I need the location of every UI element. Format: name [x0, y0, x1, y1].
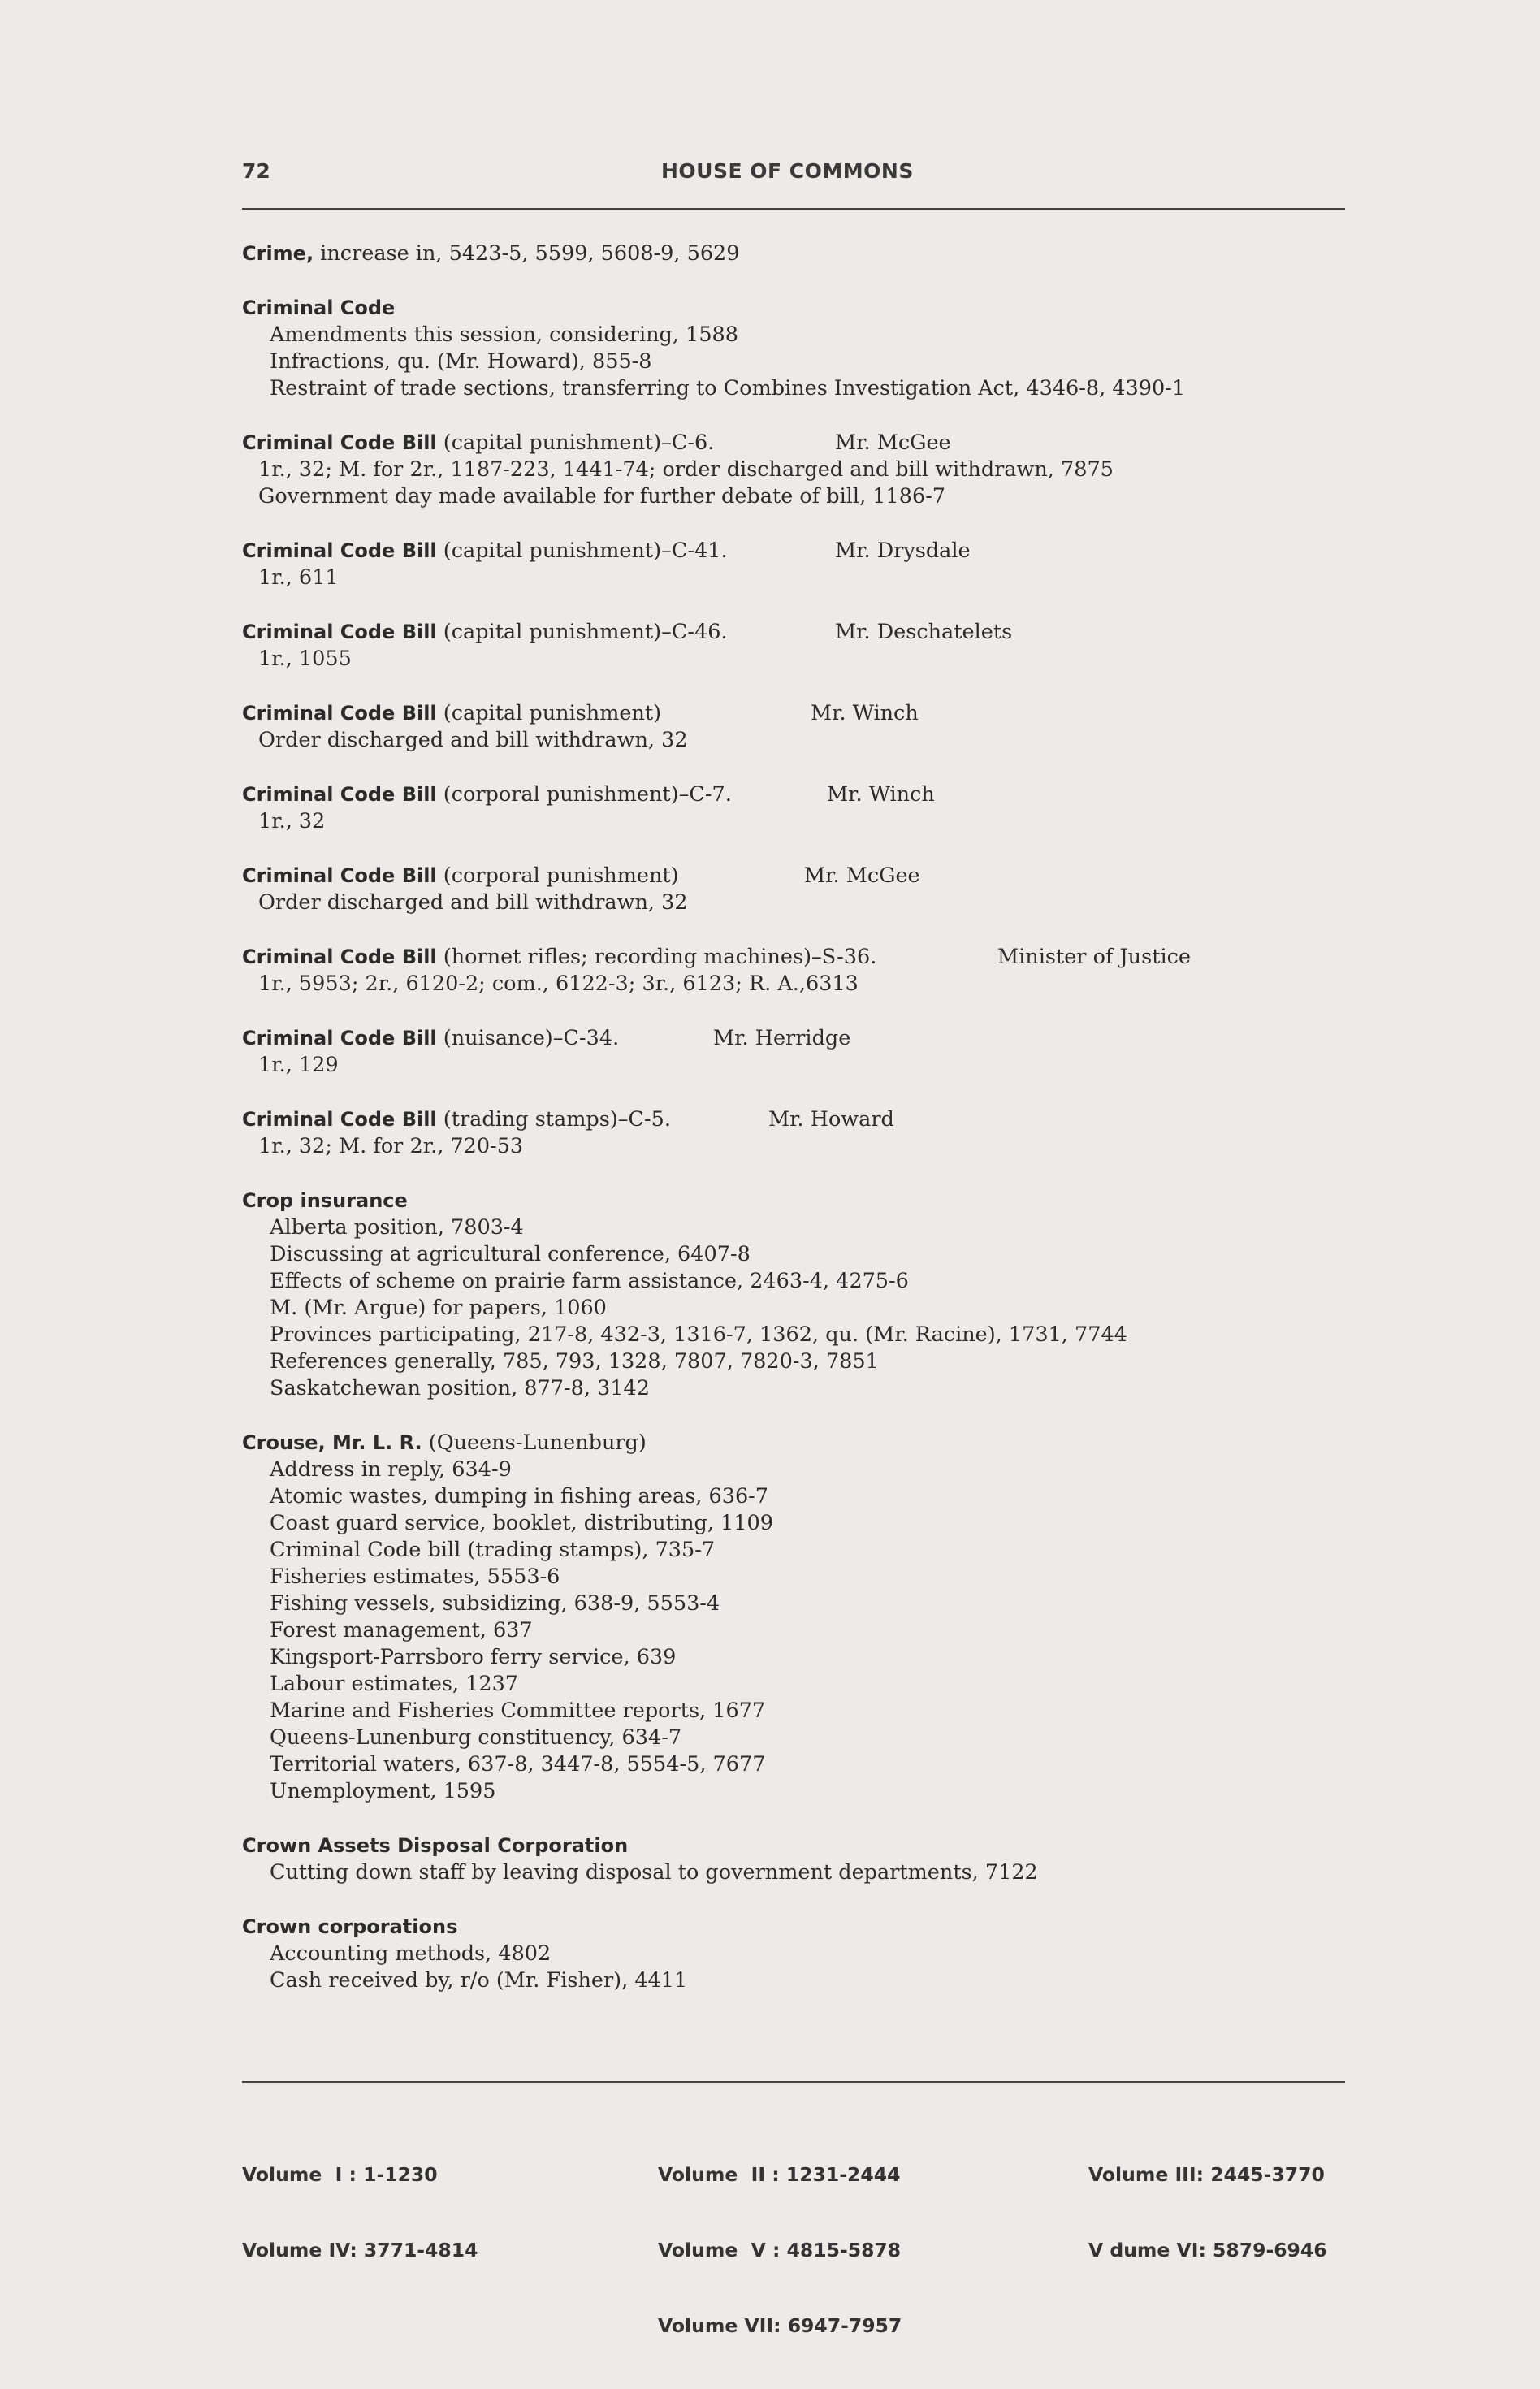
- footer-volume-line: Volume II : 1231-2444: [658, 2163, 901, 2186]
- entry-subentry: Marine and Fisheries Committee reports, 1677: [270, 1699, 766, 1723]
- entry-sponsor: Mr. Winch: [811, 701, 919, 725]
- entry-subentry: Effects of scheme on prairie farm assistance, 2463-4, 4275-6: [270, 1269, 909, 1293]
- entry-heading-line: [242, 1430, 1379, 1456]
- footer-volume-line: V dume VI: 5879-6946: [1088, 2239, 1327, 2261]
- entry-heading-detail: (nuisance)–C-34.: [436, 1026, 620, 1050]
- entry-heading: Criminal Code Bill: [242, 1108, 437, 1131]
- entry-heading: Crop insurance: [242, 1189, 408, 1212]
- entry-heading-line: [242, 1025, 1379, 1052]
- entry-sponsor: Mr. Howard: [768, 1107, 894, 1132]
- index-entry: [242, 1430, 1379, 1805]
- entry-heading-line: [242, 1833, 1379, 1859]
- entry-subentry: 1r., 32; M. for 2r., 720-53: [258, 1134, 524, 1158]
- entry-subentry: References generally, 785, 793, 1328, 7807, 7820-3, 7851: [270, 1349, 879, 1374]
- entry-heading: Criminal Code Bill: [242, 1027, 437, 1050]
- entry-heading: Criminal Code Bill: [242, 864, 437, 887]
- entry-subentry: Fisheries estimates, 5553-6: [270, 1565, 560, 1589]
- entry-heading-line: [242, 538, 1379, 565]
- entry-sponsor: Mr. McGee: [804, 863, 920, 888]
- index-entry: [242, 944, 1379, 998]
- entry-subentry: Fishing vessels, subsidizing, 638-9, 5553-4: [270, 1591, 720, 1616]
- entry-subentry: Coast guard service, booklet, distributing, 1109: [270, 1511, 773, 1535]
- entry-heading-detail: (capital punishment)–C-46.: [436, 620, 728, 644]
- entry-subentry: 1r., 611: [258, 565, 339, 590]
- entry-subentry: Kingsport-Parrsboro ferry service, 639: [270, 1645, 677, 1669]
- entry-sponsor: Mr. Drysdale: [835, 539, 971, 563]
- entry-subentry: Accounting methods, 4802: [270, 1941, 552, 1966]
- entry-subentry: Unemployment, 1595: [270, 1779, 496, 1803]
- entry-sponsor: Mr. McGee: [835, 431, 951, 455]
- index-entry: [242, 619, 1379, 673]
- entry-subentry: 1r., 5953; 2r., 6120-2; com., 6122-3; 3r., 6123; R. A.,6313: [258, 972, 859, 996]
- entry-heading-detail: (capital punishment)–C-6.: [436, 431, 715, 455]
- entry-heading: Criminal Code Bill: [242, 702, 437, 725]
- entry-heading: Crime,: [242, 242, 314, 265]
- entry-heading: Criminal Code Bill: [242, 946, 437, 968]
- entry-heading: Criminal Code Bill: [242, 539, 437, 562]
- entry-subentry: Atomic wastes, dumping in fishing areas, 636-7: [270, 1484, 769, 1508]
- entry-heading-detail: (trading stamps)–C-5.: [436, 1107, 671, 1132]
- entry-heading-line: [242, 1106, 1379, 1133]
- entry-subentry: Restraint of trade sections, transferring to Combines Investigation Act, 4346-8, 4390-1: [270, 376, 1186, 400]
- entry-subentry: Saskatchewan position, 877-8, 3142: [270, 1376, 650, 1400]
- index-entry: [242, 863, 1379, 916]
- footer-volume-line: Volume III: 2445-3770: [1088, 2163, 1325, 2186]
- entry-subentry: Order discharged and bill withdrawn, 32: [258, 728, 688, 752]
- entry-subentry: Queens-Lunenburg constituency, 634-7: [270, 1725, 682, 1750]
- index-entry: [242, 1914, 1379, 1994]
- footer-volumes-col2: [658, 2112, 902, 2389]
- footer-volumes-col3: [1088, 2112, 1327, 2313]
- entry-heading-line: [242, 295, 1379, 322]
- entry-heading-line: [242, 619, 1379, 646]
- index-entry: [242, 781, 1379, 835]
- entry-heading-line: [242, 944, 1379, 971]
- index-entry: [242, 700, 1379, 754]
- entry-heading-detail: (hornet rifles; recording machines)–S-36.: [436, 945, 877, 969]
- entry-subentry: Provinces participating, 217-8, 432-3, 1316-7, 1362, qu. (Mr. Racine), 1731, 7744: [270, 1322, 1127, 1347]
- entry-subentry: 1r., 32; M. for 2r., 1187-223, 1441-74; order discharged and bill withdrawn, 7875: [258, 457, 1114, 482]
- entry-heading: Crouse, Mr. L. R.: [242, 1431, 422, 1454]
- footer-volume-line: Volume V : 4815-5878: [658, 2239, 902, 2261]
- entry-subentry: Territorial waters, 637-8, 3447-8, 5554-5, 7677: [270, 1752, 766, 1777]
- entry-heading-line: [242, 863, 1379, 889]
- index-entry: [242, 295, 1379, 402]
- entry-subentry: Alberta position, 7803-4: [270, 1215, 524, 1240]
- entry-subentry: 1r., 129: [258, 1053, 339, 1077]
- entry-heading-line: [242, 1914, 1379, 1941]
- footer-volume-line: Volume I : 1-1230: [242, 2163, 438, 2186]
- entry-heading: Criminal Code Bill: [242, 431, 437, 454]
- index-entry: [242, 1833, 1379, 1886]
- entry-subentry: Cutting down staff by leaving disposal to government departments, 7122: [270, 1860, 1038, 1885]
- entry-heading-line: [242, 240, 1379, 267]
- footer-volume-line: Volume IV: 3771-4814: [242, 2239, 478, 2261]
- running-title: HOUSE OF COMMONS: [661, 159, 914, 183]
- index-entry: [242, 240, 1379, 267]
- entry-heading-line: [242, 430, 1379, 457]
- entry-sponsor: Minister of Justice: [997, 945, 1191, 969]
- entry-subentry: Discussing at agricultural conference, 6407-8: [270, 1242, 751, 1266]
- entry-sponsor: Mr. Herridge: [713, 1026, 851, 1050]
- entry-subentry: Government day made available for further debate of bill, 1186-7: [258, 484, 946, 509]
- entry-subentry: M. (Mr. Argue) for papers, 1060: [270, 1296, 607, 1320]
- entry-sponsor: Mr. Winch: [827, 782, 935, 807]
- entry-heading-detail: (corporal punishment): [436, 863, 679, 888]
- page-number: 72: [242, 159, 270, 183]
- entry-heading-line: [242, 700, 1379, 727]
- footer-rule: [242, 2081, 1345, 2083]
- index-entries: [242, 240, 1379, 2022]
- entry-heading-detail: increase in, 5423-5, 5599, 5608-9, 5629: [314, 241, 740, 266]
- entry-subentry: Cash received by, r/o (Mr. Fisher), 4411: [270, 1968, 688, 1993]
- entry-subentry: Amendments this session, considering, 1588: [270, 322, 738, 347]
- entry-heading-line: [242, 1188, 1379, 1214]
- entry-subentry: 1r., 1055: [258, 647, 352, 671]
- index-entry: [242, 1188, 1379, 1402]
- entry-subentry: Criminal Code bill (trading stamps), 735-7: [270, 1538, 716, 1562]
- entry-subentry: Forest management, 637: [270, 1618, 533, 1642]
- index-entry: [242, 1106, 1379, 1160]
- index-entry: [242, 538, 1379, 591]
- entry-heading: Criminal Code Bill: [242, 621, 437, 643]
- entry-heading-line: [242, 781, 1379, 808]
- entry-subentry: 1r., 32: [258, 809, 326, 833]
- entry-heading-detail: (capital punishment): [436, 701, 662, 725]
- entry-heading-detail: (Queens-Lunenburg): [422, 1430, 647, 1455]
- entry-heading: Criminal Code Bill: [242, 783, 437, 806]
- index-entry: [242, 1025, 1379, 1079]
- entry-subentry: Address in reply, 634-9: [270, 1457, 512, 1482]
- page-header: [242, 159, 1345, 210]
- footer-volumes-col1: [242, 2112, 478, 2313]
- entry-subentry: Order discharged and bill withdrawn, 32: [258, 890, 688, 915]
- entry-heading-detail: (capital punishment)–C-41.: [436, 539, 728, 563]
- footer-volume-line: Volume VII: 6947-7957: [658, 2314, 902, 2337]
- entry-heading: Crown Assets Disposal Corporation: [242, 1834, 629, 1857]
- index-entry: [242, 430, 1379, 510]
- entry-subentry: Labour estimates, 1237: [270, 1672, 519, 1696]
- entry-heading: Criminal Code: [242, 296, 396, 319]
- entry-subentry: Infractions, qu. (Mr. Howard), 855-8: [270, 349, 652, 374]
- entry-heading-detail: (corporal punishment)–C-7.: [436, 782, 732, 807]
- entry-sponsor: Mr. Deschatelets: [835, 620, 1013, 644]
- entry-heading: Crown corporations: [242, 1915, 458, 1938]
